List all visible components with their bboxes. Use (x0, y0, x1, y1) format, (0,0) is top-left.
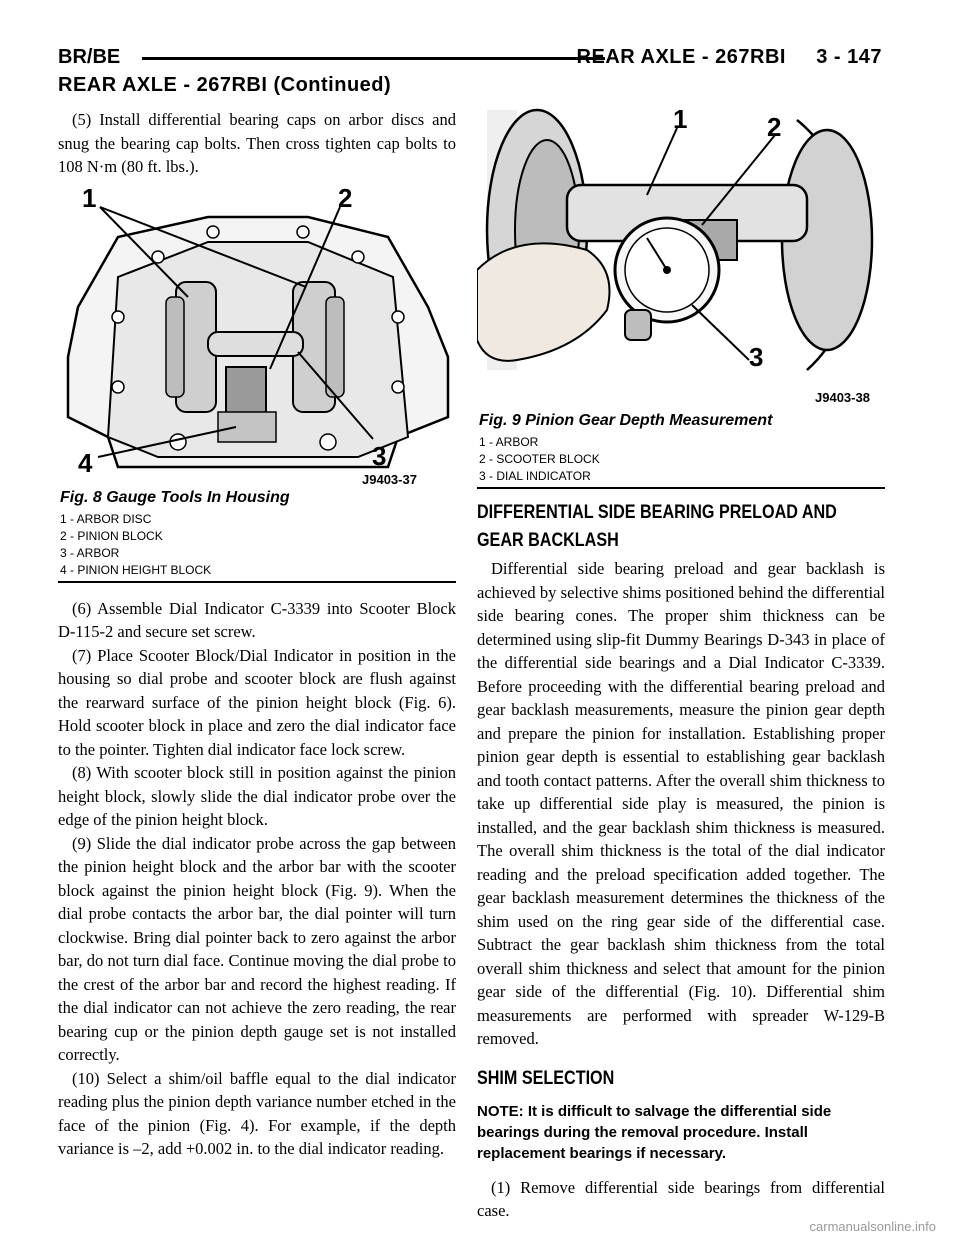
continued-title: REAR AXLE - 267RBI (Continued) (58, 74, 392, 96)
steps-list (58, 597, 456, 1161)
gauge-tools-illustration (58, 187, 456, 487)
fig9-callout-2: 2 (767, 112, 782, 142)
pinion-depth-illustration (477, 100, 885, 410)
fig9-callout-1: 1 (673, 104, 688, 134)
section-preload-backlash-title: DIFFERENTIAL SIDE BEARING PRELOAD AND GEAR BACKLASH (477, 502, 837, 551)
fig8-item: 1 - ARBOR DISC (60, 511, 152, 526)
note-bearings: NOTE: It is difficult to salvage the differential side bearings during the removal procedure. Install replacement bearings if necessary. (477, 1102, 832, 1162)
fig9-item: 1 - ARBOR (479, 435, 539, 449)
fig9-item: 3 - DIAL INDICATOR (479, 469, 591, 483)
fig8-item: 3 - ARBOR (60, 545, 120, 560)
header-section-page: REAR AXLE - 267RBI 3 - 147 (576, 46, 882, 68)
watermark-footer: carmanualsonline.info (809, 1219, 936, 1234)
fig8-callout-1: 1 (82, 186, 97, 213)
section-preload-backlash-body: Differential side bearing preload and gear backlash is achieved by selective shims positioned behind the differential side bearing cones. The proper shim thickness can be determined using slip-fit Dummy Bearings D-343 in place of the differential side bearings and a Dial Indicator C-3339. Before proceeding with the differential bearing preload and gear backlash measurements, measure the pinion gear depth and prepare the pinion for installation. Establishing proper pinion gear depth is essential to establishing gear backlash and tooth contact patterns. After the overall shim thickness to take up differential side play is measured, the pinion is installed, and the gear backlash shim thickness is measured. The overall shim thickness is the total of the dial indicator reading and the preload specification added together. The gear backlash measurement determines the thickness of the shim used on the ring gear side of the differential case. Subtract the gear backlash shim thickness from the total overall shim thickness and select that amount for the pinion gear side of the differential (Fig. 10). Differential shim measurements are performed with spreader W-129-B removed. (477, 559, 885, 1048)
fig8-code: J9403-37 (362, 471, 417, 487)
fig8-callout-2: 2 (338, 186, 353, 213)
fig8-item: 4 - PINION HEIGHT BLOCK (60, 562, 212, 577)
fig8-title: Fig. 8 Gauge Tools In Housing (60, 488, 290, 506)
shim-step-1: (1) Remove differential side bearings from differential case. (477, 1177, 885, 1220)
fig8-item: 2 - PINION BLOCK (60, 528, 163, 543)
fig8-callout-4: 4 (78, 447, 93, 478)
figure-8 (58, 187, 456, 583)
fig9-code: J9403-38 (815, 390, 870, 405)
header-model: BR/BE (58, 46, 121, 68)
left-column (58, 108, 456, 1161)
fig9-item: 2 - SCOOTER BLOCK (479, 452, 600, 466)
step-6: (6) Assemble Dial Indicator C-3339 into Scooter Block D-115-2 and secure set screw. (58, 598, 456, 641)
step-8: (8) With scooter block still in position against the pinion height block, slowly slide the dial indicator probe over the edge of the pinion height block. (58, 763, 456, 829)
fig9-callout-3: 3 (749, 342, 764, 372)
step-10: (10) Select a shim/oil baffle equal to the dial indicator reading plus the pinion depth variance number etched in the face of the pinion (Fig. 4). For example, if the depth variance is –2, add +0.002 in. to the dial indicator reading. (58, 1068, 456, 1158)
fig8-callout-3: 3 (372, 440, 387, 471)
fig9-title: Fig. 9 Pinion Gear Depth Measurement (479, 412, 773, 429)
step-5: (5) Install differential bearing caps on arbor discs and snug the bearing cap bolts. Then cross tighten cap bolts to 108 N·m (80 ft. lbs.). (58, 110, 456, 176)
step-7: (7) Place Scooter Block/Dial Indicator in position in the housing so dial probe and scooter block are flush against the rearward surface of the pinion height block (Fig. 6). Hold scooter block in place and zero the dial indicator face to the pointer. Tighten dial indicator face lock screw. (58, 645, 456, 759)
header-rule (142, 57, 605, 60)
section-shim-selection-title: SHIM SELECTION (477, 1067, 615, 1089)
figure-9 (477, 100, 885, 489)
right-column (477, 100, 885, 1223)
step-9: (9) Slide the dial indicator probe across the gap between the pinion height block and the arbor bar with the scooter block against the pinion height block (Fig. 9). When the dial probe contacts the arbor bar, the dial pointer will turn clockwise. Bring dial pointer back to zero against the arbor bar, do not turn dial face. Continue moving the dial probe to the crest of the arbor bar and record the highest reading. If the dial indicator can not achieve the zero reading, the rear bearing cup or the pinion depth gauge set is not installed correctly. (58, 833, 456, 1064)
